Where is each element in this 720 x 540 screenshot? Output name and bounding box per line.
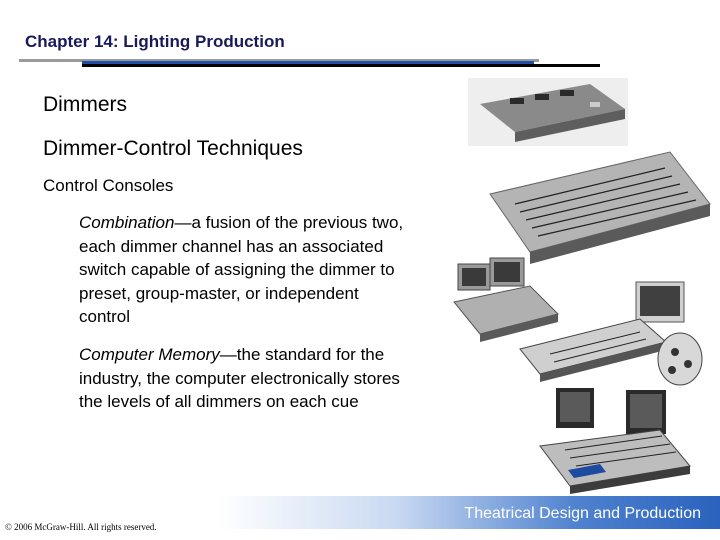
- console-photo-1-icon: [468, 78, 628, 146]
- console-photo-4-icon: [520, 282, 702, 385]
- chapter-title: Chapter 14: Lighting Production: [25, 32, 285, 51]
- console-photo-collage: [440, 74, 720, 494]
- heading-dimmer-control-techniques: Dimmer-Control Techniques: [43, 137, 303, 160]
- heading-control-consoles: Control Consoles: [43, 176, 174, 195]
- computer-memory-text: —the standard for the industry, the computer electronically stores the levels of all dimmers on each cue: [79, 345, 400, 411]
- combination-paragraph: [79, 211, 414, 329]
- console-photo-5-icon: [540, 388, 690, 494]
- combination-term: Combination: [79, 213, 175, 232]
- header-rule-black: [82, 64, 600, 67]
- computer-memory-paragraph: [79, 343, 414, 414]
- heading-dimmers: Dimmers: [43, 93, 127, 116]
- computer-memory-term: Computer Memory: [79, 345, 220, 364]
- copyright-notice: © 2006 McGraw-Hill. All rights reserved.: [5, 522, 157, 532]
- console-photo-3-icon: [454, 258, 558, 342]
- console-photo-2-icon: [490, 152, 710, 264]
- combination-text: —a fusion of the previous two, each dimmer channel has an associated switch capable of assigning the dimmer to preset, group-master, or independent control: [79, 213, 404, 326]
- footer-book-title: Theatrical Design and Production: [464, 505, 701, 522]
